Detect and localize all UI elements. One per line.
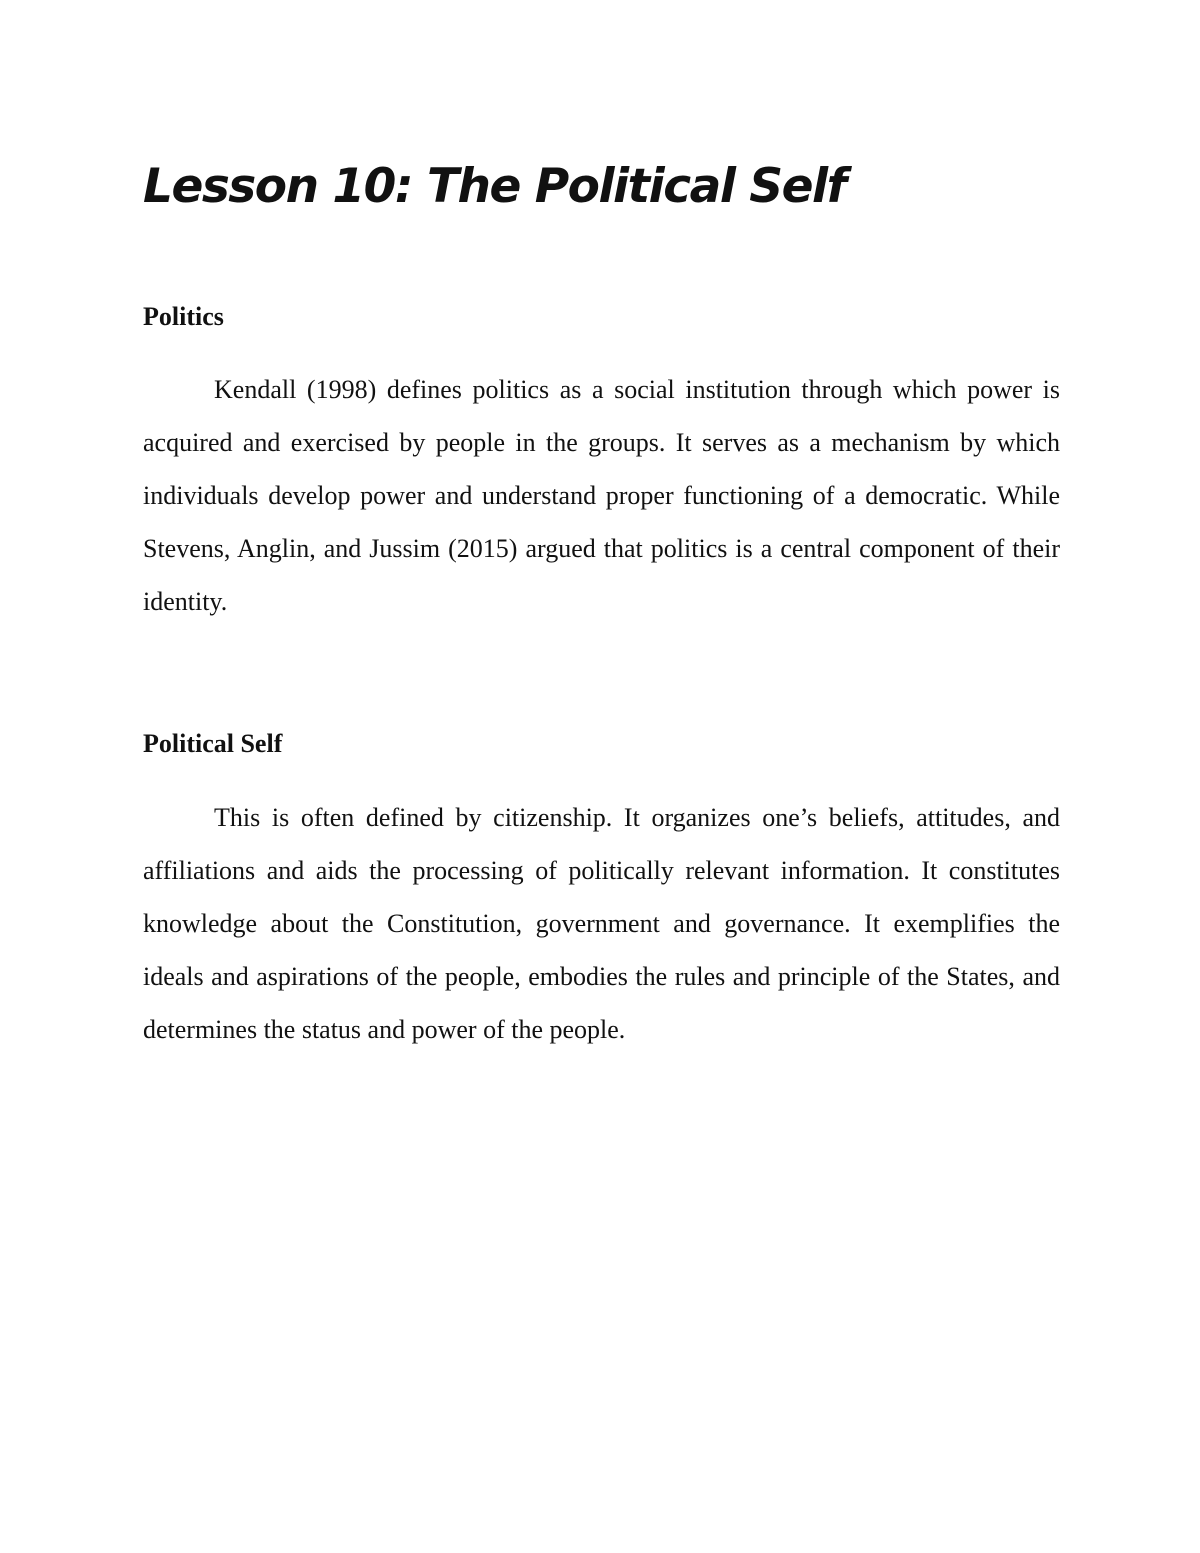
lesson-title: Lesson 10: The Political Self [143,159,846,214]
section-heading-political-self: Political Self [143,729,283,758]
section-paragraph-political-self: This is often defined by citizenship. It organizes one’s beliefs, attitudes, and affiliations and aids the processing of politically relevant information. It constitutes knowledge about the Constitution, government and governance. It exemplifies the ideals and aspirations of the people, embodies the rules and principle of the States, and determines the status and power of the people. [143,803,1060,1044]
section-heading-politics: Politics [143,302,224,331]
section-paragraph-politics: Kendall (1998) defines politics as a social institution through which power is acquired and exercised by people in the groups. It serves as a mechanism by which individuals develop power and understand proper functioning of a democratic. While Stevens, Anglin, and Jussim (2015) argued that politics is a central component of their identity. [143,375,1060,616]
